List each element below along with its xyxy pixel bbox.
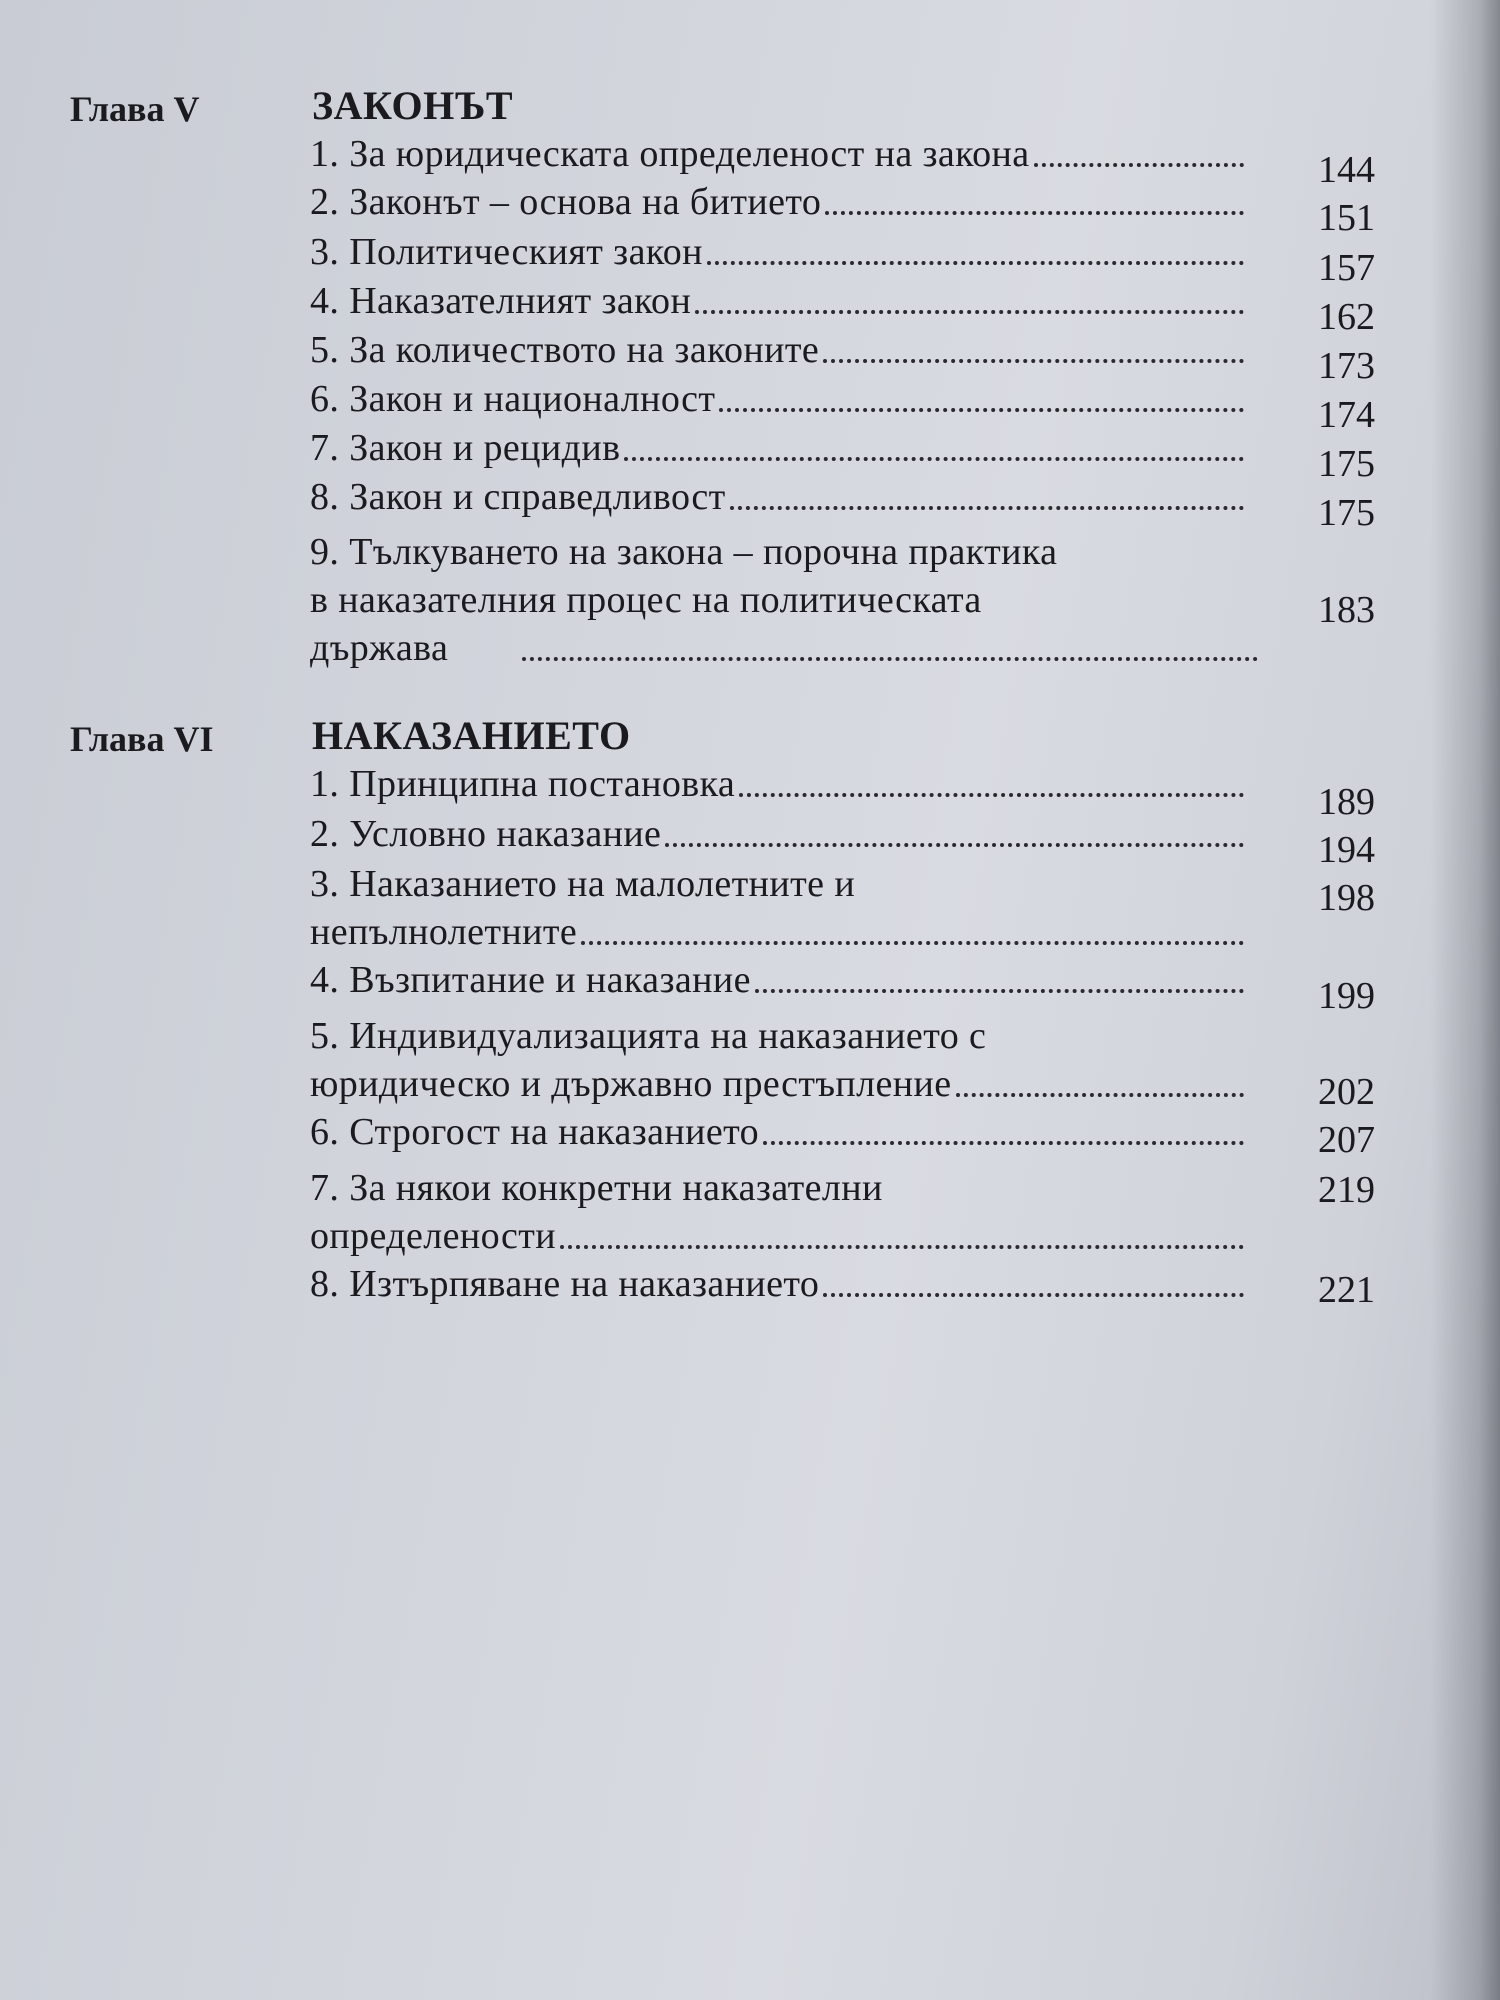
toc-entry (310, 375, 1250, 423)
dot-leader (707, 261, 1244, 265)
entry-title: 2. Законът – основа на битието (310, 181, 822, 223)
dot-leader (581, 941, 1244, 945)
entry-title-line: 9. Тълкуването на закона – порочна практика (310, 531, 1058, 573)
dot-leader (739, 793, 1244, 797)
dot-leader (560, 1245, 1244, 1249)
dot-leader (719, 408, 1244, 412)
page-number: 207 (1318, 1119, 1375, 1161)
toc-entry (310, 956, 1250, 1004)
entry-title: 7. Закон и рецидив (310, 427, 621, 469)
page-number: 174 (1318, 394, 1375, 436)
toc-entry (310, 1108, 1250, 1156)
entry-title: 4. Възпитание и наказание (310, 959, 751, 1001)
page-number: 221 (1318, 1269, 1375, 1311)
toc-entry (310, 228, 1250, 276)
page-number: 219 (1318, 1169, 1375, 1211)
dot-leader (695, 310, 1244, 314)
entry-title: 6. Строгост на наказанието (310, 1111, 760, 1153)
page-number: 189 (1318, 781, 1375, 823)
entry-title: 4. Наказателният закон (310, 280, 692, 322)
toc-entry (310, 326, 1250, 374)
page-number: 162 (1318, 296, 1375, 338)
entry-title: 2. Условно наказание (310, 813, 662, 855)
entry-title-line: 5. Индивидуализацията на наказанието с (310, 1015, 987, 1057)
dot-leader (624, 457, 1244, 461)
toc-entry (310, 473, 1250, 521)
toc-entry (310, 1260, 1250, 1308)
entry-title: 8. Закон и справедливост (310, 476, 726, 518)
toc-entry (310, 810, 1250, 858)
entry-title-line: юридическо и държавно престъпление (310, 1063, 952, 1105)
entry-title: 1. За юридическата определеност на закона (310, 133, 1030, 175)
chapter-title: НАКАЗАНИЕТО (312, 713, 631, 758)
page-number: 173 (1318, 345, 1375, 387)
dot-leader (730, 506, 1244, 510)
entry-title-line: определености (310, 1215, 557, 1257)
dot-leader (825, 211, 1244, 215)
dot-leader (665, 843, 1244, 847)
dot-leader (956, 1093, 1244, 1097)
entry-title-line: 3. Наказанието на малолетните и (310, 863, 856, 905)
entry-title-line: държава (310, 627, 449, 669)
dot-leader (823, 1293, 1244, 1297)
toc-entry (310, 277, 1250, 325)
chapter-label: Глава VI (70, 719, 214, 759)
page-number: 194 (1318, 829, 1375, 871)
entry-title: 6. Закон и националност (310, 378, 716, 420)
page-number: 175 (1318, 492, 1375, 534)
page-number: 199 (1318, 975, 1375, 1017)
toc-entry (310, 424, 1250, 472)
entry-title: 3. Политическият закон (310, 231, 703, 273)
page-number: 183 (1318, 589, 1375, 631)
entry-title-line: непълнолетните (310, 911, 578, 953)
dot-leader (763, 1141, 1244, 1145)
entry-title: 5. За количеството на законите (310, 329, 820, 371)
page-number: 151 (1318, 197, 1375, 239)
chapter-label: Глава V (70, 89, 200, 129)
chapter-title: ЗАКОНЪТ (312, 83, 514, 128)
dot-leader (522, 657, 1258, 661)
page-number: 157 (1318, 247, 1375, 289)
toc-entry (310, 130, 1250, 178)
dot-leader (1034, 163, 1245, 167)
page-shadow-edge (1430, 0, 1500, 2000)
page-number: 144 (1318, 149, 1375, 191)
toc-entry (310, 760, 1250, 808)
dot-leader (823, 359, 1244, 363)
entry-title: 8. Изтърпяване на наказанието (310, 1263, 820, 1305)
entry-title: 1. Принципна постановка (310, 763, 736, 805)
page-number: 198 (1318, 877, 1375, 919)
toc-entry (310, 178, 1250, 226)
dot-leader (755, 989, 1244, 993)
page-number: 202 (1318, 1071, 1375, 1113)
entry-title-line: 7. За някои конкретни наказателни (310, 1167, 883, 1209)
page-number: 175 (1318, 443, 1375, 485)
entry-title-line: в наказателния процес на политическата (310, 579, 982, 621)
